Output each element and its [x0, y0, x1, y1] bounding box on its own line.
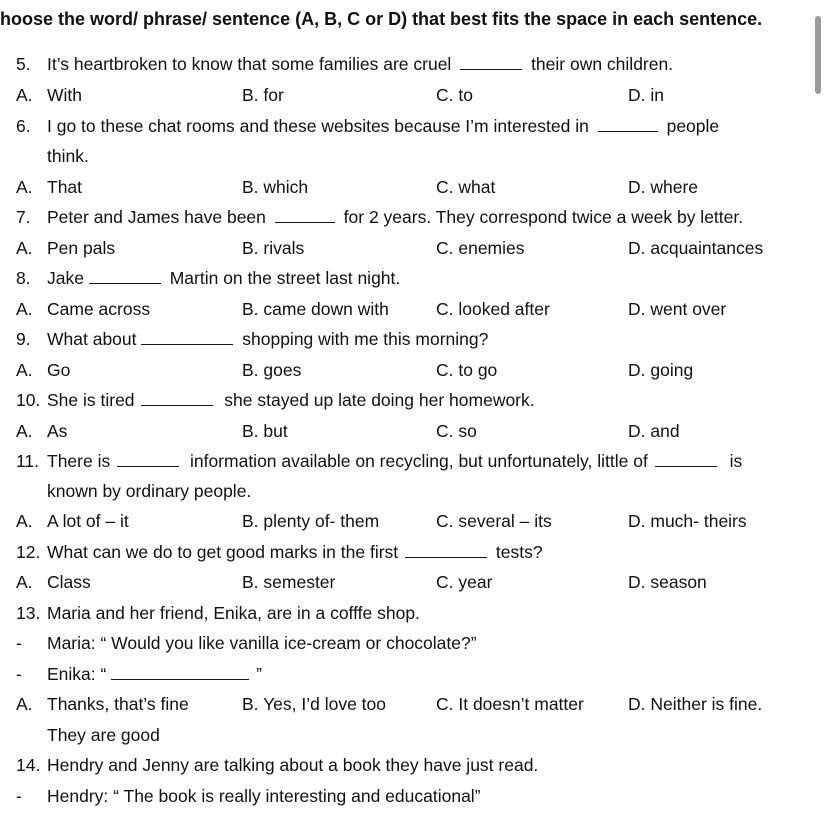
q6-option-b: B. which [242, 177, 309, 197]
q9-text-b: shopping with me this morning? [242, 329, 489, 349]
q5-number: 5. [16, 54, 31, 74]
q5-option-c: C. to [436, 85, 473, 105]
q13-option-d: D. Neither is fine. [628, 694, 763, 714]
q7-option-a-letter: A. [16, 238, 33, 258]
q9-option-d: D. going [628, 360, 694, 380]
q8-number: 8. [16, 268, 31, 288]
q6-option-a: That [47, 177, 83, 197]
q9-number: 9. [16, 329, 31, 349]
q5-text-b: their own children. [531, 54, 674, 74]
q8-stem [47, 267, 400, 289]
q10-number: 10. [16, 390, 41, 410]
q11-option-a-letter: A. [16, 511, 33, 531]
q7-option-d: D. acquaintances [628, 238, 764, 258]
q11-blank-1 [117, 452, 179, 467]
q13-dash-1: - [16, 633, 22, 653]
q11-text-b: information available on recycling, but unfortunately, little of [189, 451, 648, 471]
q5-blank [460, 55, 522, 70]
q7-text-b: for 2 years. They correspond twice a week by letter. [343, 207, 744, 227]
q5-stem [47, 53, 673, 75]
q8-text-a: Jake [47, 268, 84, 288]
q8-option-a: Came across [47, 299, 151, 319]
q11-number: 11. [16, 451, 40, 471]
q9-option-a: Go [47, 360, 71, 380]
q10-text-a: She is tired [47, 390, 135, 410]
q8-text-b: Martin on the street last night. [169, 268, 401, 288]
q13-blank [111, 665, 249, 680]
q8-option-d: D. went over [628, 299, 727, 319]
q5-option-a: With [47, 85, 82, 105]
q9-option-c: C. to go [436, 360, 498, 380]
q7-stem [47, 206, 743, 228]
q6-option-a-letter: A. [16, 177, 33, 197]
q11-option-c: C. several – its [436, 511, 552, 531]
q7-option-b: B. rivals [242, 238, 305, 258]
q11-stem-cont: known by ordinary people. [47, 481, 252, 501]
q12-option-a: Class [47, 572, 91, 592]
q7-blank [275, 208, 335, 223]
q7-option-c: C. enemies [436, 238, 525, 258]
q12-blank [405, 543, 487, 558]
q8-option-c: C. looked after [436, 299, 550, 319]
q13-enika-suffix: ” [256, 664, 262, 684]
q5-text-a: It’s heartbroken to know that some families are cruel [47, 54, 452, 74]
q11-blank-2 [655, 452, 717, 467]
q10-option-d: D. and [628, 421, 680, 441]
q11-stem [47, 450, 742, 472]
q5-option-d: D. in [628, 85, 664, 105]
q9-option-a-letter: A. [16, 360, 33, 380]
q11-option-d: D. much- theirs [628, 511, 747, 531]
q13-option-a-cont: They are good [47, 725, 160, 745]
q14-number: 14. [16, 755, 41, 775]
q13-maria-line: Maria: “ Would you like vanilla ice-cream or chocolate?” [47, 633, 477, 653]
q13-enika-line [47, 663, 262, 685]
q6-option-d: D. where [628, 177, 699, 197]
q12-text-b: tests? [495, 542, 543, 562]
q12-stem [47, 541, 543, 563]
q6-option-c: C. what [436, 177, 496, 197]
q13-number: 13. [16, 603, 41, 623]
q13-option-c: C. It doesn’t matter [436, 694, 584, 714]
q12-option-a-letter: A. [16, 572, 33, 592]
q14-hendry-line: Hendry: “ The book is really interesting and educational” [47, 786, 481, 806]
q13-option-a-letter: A. [16, 694, 33, 714]
q10-text-b: she stayed up late doing her homework. [224, 390, 535, 410]
q6-blank [598, 117, 658, 132]
q6-stem-cont: think. [47, 146, 89, 166]
q10-option-b: B. but [242, 421, 288, 441]
q13-dash-2: - [16, 664, 22, 684]
q12-option-b: B. semester [242, 572, 336, 592]
q12-number: 12. [16, 542, 41, 562]
q12-option-c: C. year [436, 572, 493, 592]
q10-option-a: As [47, 421, 68, 441]
q5-option-b: B. for [242, 85, 284, 105]
q9-blank [141, 330, 233, 345]
q14-dash: - [16, 786, 22, 806]
q11-text-a: There is [47, 451, 111, 471]
q10-blank [141, 391, 213, 406]
scrollbar-thumb[interactable] [815, 16, 821, 94]
q9-text-a: What about [47, 329, 137, 349]
q8-option-a-letter: A. [16, 299, 33, 319]
q7-number: 7. [16, 207, 31, 227]
q10-option-a-letter: A. [16, 421, 33, 441]
q14-stem: Hendry and Jenny are talking about a book they have just read. [47, 755, 539, 775]
q11-option-a: A lot of – it [47, 511, 129, 531]
q5-option-a-letter: A. [16, 85, 33, 105]
q9-stem [47, 328, 488, 350]
q9-option-b: B. goes [242, 360, 302, 380]
q13-option-b: B. Yes, I’d love too [242, 694, 386, 714]
q6-number: 6. [16, 116, 31, 136]
q6-text-a: I go to these chat rooms and these websites because I’m interested in [47, 116, 589, 136]
q10-stem [47, 389, 535, 411]
q13-stem: Maria and her friend, Enika, are in a cofffe shop. [47, 603, 420, 623]
q6-text-b: people [666, 116, 720, 136]
q11-option-b: B. plenty of- them [242, 511, 380, 531]
instruction-heading: hoose the word/ phrase/ sentence (A, B, C or D) that best fits the space in each sentence. [0, 9, 763, 29]
q7-option-a: Pen pals [47, 238, 116, 258]
q13-enika-prefix: Enika: “ [47, 664, 107, 684]
q11-text-c: is [729, 451, 743, 471]
q7-text-a: Peter and James have been [47, 207, 266, 227]
q12-option-d: D. season [628, 572, 707, 592]
q10-option-c: C. so [436, 421, 477, 441]
q8-blank [89, 269, 161, 284]
q13-option-a: Thanks, that’s fine [47, 694, 189, 714]
q6-stem [47, 115, 719, 137]
q12-text-a: What can we do to get good marks in the first [47, 542, 399, 562]
q8-option-b: B. came down with [242, 299, 389, 319]
